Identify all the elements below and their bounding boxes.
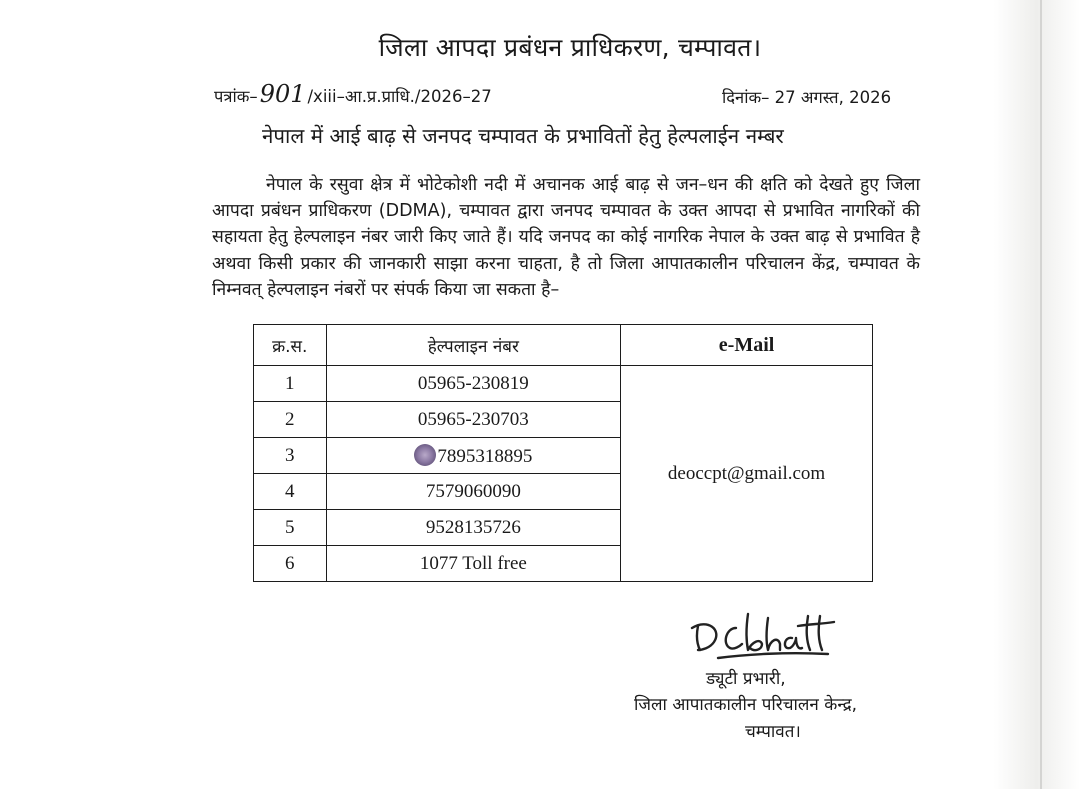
signatory-designation: ड्यूटी प्रभारी, xyxy=(706,669,786,689)
stamp-mark-icon xyxy=(414,444,436,466)
helpline-number: 05965-230703 xyxy=(326,402,621,438)
reference-suffix: /xiii–आ.प्र.प्राधि./2026–27 xyxy=(307,87,492,106)
reference-number: 901 xyxy=(259,80,306,108)
helpline-number-cell xyxy=(326,438,621,474)
helpline-number: 7579060090 xyxy=(326,474,621,510)
helpline-header: हेल्पलाइन नंबर xyxy=(326,325,621,366)
page-edge-shadow xyxy=(1040,0,1042,789)
subject-line: नेपाल में आई बाढ़ से जनपद चम्पावत के प्रभावितों हेतु हेल्पलाईन नम्बर xyxy=(262,124,784,148)
email-address: deoccpt@gmail.com xyxy=(621,366,873,582)
serial-cell: 1 xyxy=(254,366,327,402)
reference-line xyxy=(214,80,492,108)
signatory-place: चम्पावत। xyxy=(745,722,801,742)
helpline-table xyxy=(253,324,873,582)
helpline-number: 05965-230819 xyxy=(326,366,621,402)
helpline-number: 1077 Toll free xyxy=(326,546,621,582)
table-row xyxy=(254,366,873,402)
serial-cell: 5 xyxy=(254,510,327,546)
serial-cell: 2 xyxy=(254,402,327,438)
reference-prefix: पत्रांक– xyxy=(214,87,258,106)
signatory-office: जिला आपातकालीन परिचालन केन्द्र, xyxy=(634,695,858,715)
table-header-row xyxy=(254,325,873,366)
handwritten-signature xyxy=(688,608,838,666)
email-header: e-Mail xyxy=(621,325,873,366)
serial-cell: 4 xyxy=(254,474,327,510)
serial-cell: 3 xyxy=(254,438,327,474)
office-title: जिला आपदा प्रबंधन प्राधिकरण, चम्पावत। xyxy=(378,33,762,62)
helpline-number: 9528135726 xyxy=(326,510,621,546)
body-paragraph: नेपाल के रसुवा क्षेत्र में भोटेकोशी नदी में अचानक आई बाढ़ से जन–धन की क्षति को देखते हुए जिला आपदा प्रबंधन प्राधिकरण (DDMA), चम्पावत द्वारा जनपद चम्पावत के उक्त आपदा से प्रभावित नागरिकों की सहायता हेतु हेल्पलाइन नंबर जारी किए जाते हैं। यदि जनपद का कोई नागरिक नेपाल के उक्त बाढ़ से प्रभावित है अथवा किसी प्रकार की जानकारी साझा करना चाहता, है तो जिला आपातकालीन परिचालन केंद्र, चम्पावत के निम्नवत् हेल्पलाइन नंबरों पर संपर्क किया जा सकता है– xyxy=(212,175,920,300)
helpline-number: 7895318895 xyxy=(437,445,533,467)
serial-header: क्र.स. xyxy=(254,325,327,366)
serial-cell: 6 xyxy=(254,546,327,582)
letter-date: दिनांक– 27 अगस्त, 2026 xyxy=(722,88,892,107)
